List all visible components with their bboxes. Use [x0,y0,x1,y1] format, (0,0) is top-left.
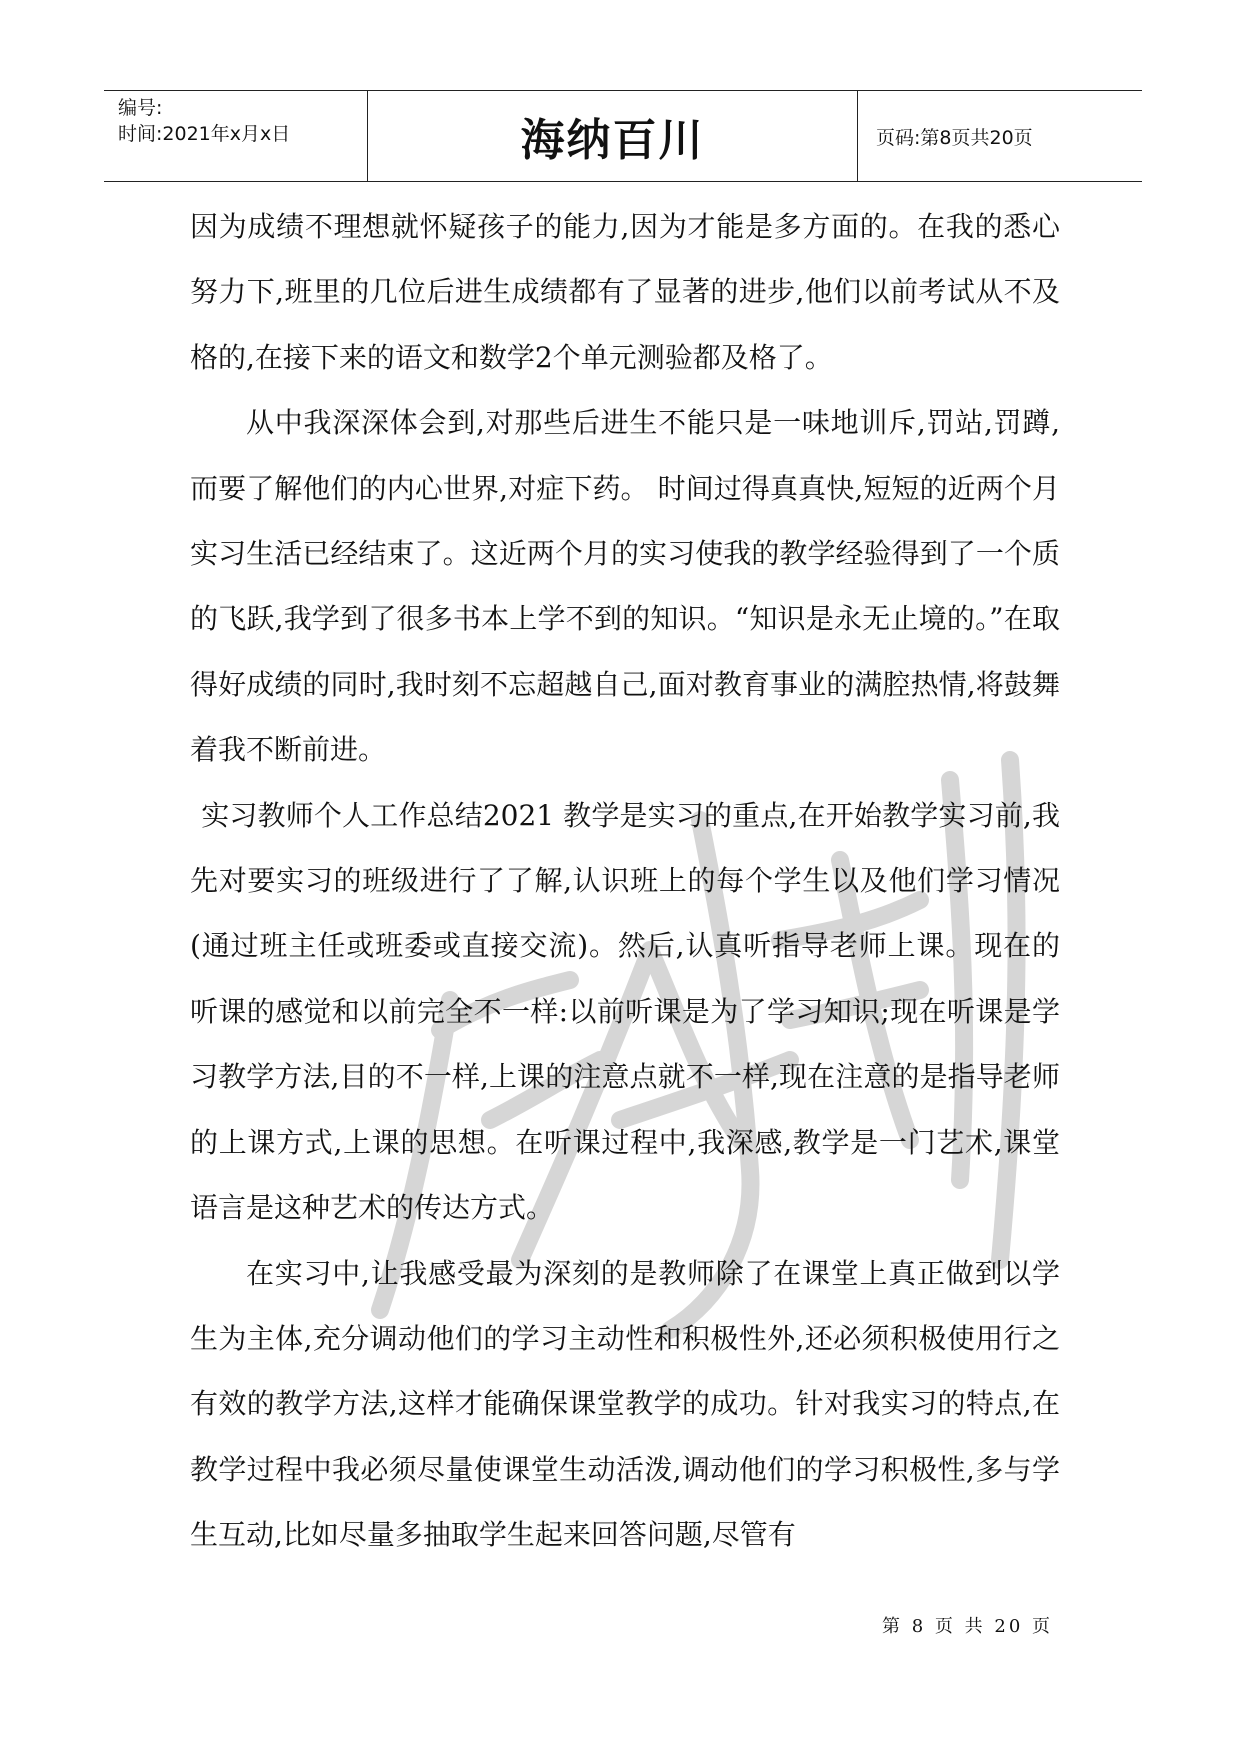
footer-page-number: 第 8 页 共 20 页 [882,1616,1053,1637]
paragraph-2: 从中我深深体会到,对那些后进生不能只是一味地训斥,罚站,罚蹲,而要了解他们的内心世界,对症下药。 时间过得真真快,短短的近两个月实习生活已经结束了。这近两个月的实习使我的教学经验得到了一个质的飞跃,我学到了很多书本上学不到的知识。“知识是永无止境的。”在取得好成绩的同时,我时刻不忘超越自己,面对教育事业的满腔热情,将鼓舞着我不断前进。 [190,406,1060,767]
header-number-label: 编号: [118,97,163,119]
paragraph-1: 因为成绩不理想就怀疑孩子的能力,因为才能是多方面的。在我的悉心努力下,班里的几位后进生成绩都有了显著的进步,他们以前考试从不及格的,在接下来的语文和数学2个单元测验都及格了。 [190,210,1060,374]
document-header [104,90,1142,182]
paragraph-4: 在实习中,让我感受最为深刻的是教师除了在课堂上真正做到以学生为主体,充分调动他们的学习主动性和积极性外,还必须积极使用行之有效的教学方法,这样才能确保课堂教学的成功。针对我实习的特点,在教学过程中我必须尽量使课堂生动活泼,调动他们的学习积极性,多与学生互动,比如尽量多抽取学生起来回答问题,尽管有 [190,1256,1060,1552]
header-meta-cell [104,91,368,181]
header-title: 海纳百川 [368,91,858,181]
document-body [190,194,1060,1568]
paragraph-3: 实习教师个人工作总结2021 教学是实习的重点,在开始教学实习前,我先对要实习的班级进行了了解,认识班上的每个学生以及他们学习情况(通过班主任或班委或直接交流)。然后,认真听指导老师上课。现在的听课的感觉和以前完全不一样:以前听课是为了学习知识;现在听课是学习教学方法,目的不一样,上课的注意点就不一样,现在注意的是指导老师的上课方式,上课的思想。在听课过程中,我深感,教学是一门艺术,课堂语言是这种艺术的传达方式。 [190,798,1060,1225]
header-time-label: 时间:2021年x月x日 [118,123,291,145]
header-page-label: 页码:第8页共20页 [876,126,1033,149]
